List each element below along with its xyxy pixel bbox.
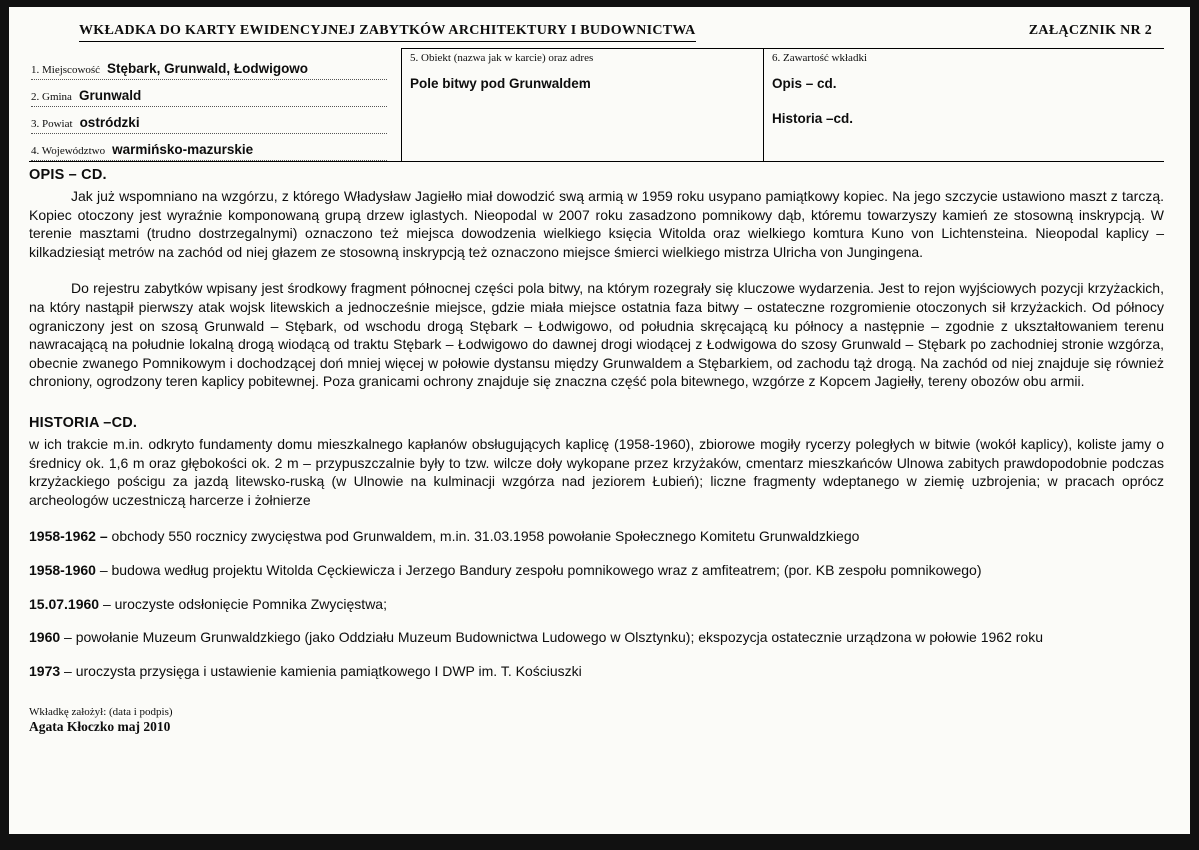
attachment-number: ZAŁĄCZNIK NR 2 <box>1028 23 1152 38</box>
contents-cell <box>763 48 1164 161</box>
entry-text: – budowa według projektu Witolda Cęckiewicza i Jerzego Bandury zespołu pomnikowego wraz z amfiteatrem; (por. KB zespołu pomnikowego) <box>99 561 982 578</box>
field-value: warmińsko-mazurskie <box>112 142 254 157</box>
form-table <box>29 48 1164 162</box>
field-label: 2. Gmina <box>31 91 72 103</box>
field-powiat <box>31 114 387 134</box>
field-value: Grunwald <box>78 88 142 103</box>
header <box>29 21 1164 42</box>
contents-line: Historia –cd. <box>772 111 854 126</box>
opis-paragraph: Jak już wspomniano na wzgórzu, z którego Władysław Jagiełło miał dowodzić swą armią w 1959 roku usypano pamiątkowy kopiec. Na jego szczycie ustawiono maszt z tarczą. Kopiec otoczony jest wyraźnie komponowaną grupą drzew iglastych. Nieopodal w 2007 roku zasadzono pomnikowy dąb, któremu towarzyszy kamień ze stosowną inskrypcją. W terenie masztami (trudno dostrzegalnymi) oznaczono też miejsca dowodzenia wielkiego księcia Witolda oraz wielkiego komtura Kuno von Lichtensteina. Nieopodal kaplicy – kilkadziesiąt metrów na zachód od niej głazem ze stosowną inskrypcją też oznaczono miejsce śmierci wielkiego mistrza Ulricha von Jungingena. <box>29 188 1164 260</box>
entry-text: – uroczyste odsłonięcie Pomnika Zwycięstwa; <box>102 595 387 612</box>
entry-date: 1958-1960 <box>29 561 96 578</box>
opis-paragraph: Do rejestru zabytków wpisany jest środkowy fragment północnej części pola bitwy, na którym rozegrały się kluczowe wydarzenia. Jest to rejon wyjściowych pozycji krzyżackich, na który nastąpił pierwszy atak wojsk litewskich a jednocześnie miejsce, gdzie miała miejsce ostatnia faza bitwy – ostateczne rozgromienie otoczonych sił krzyżackich. Od północy ograniczony jest on szosą Grunwald – Stębark, od wschodu drogą Stębark – Łodwigowo, od południa skręcającą ku północy a następnie – zgodnie z ukształtowaniem terenu nawracającą na południe lokalną drogą wiodącą od traktu Stębark – Łodwigowo do dawnej drogi wiodącej z Łodwigowa do szosy Grunwald – Stębark po zachodniej stronie wzgórza, obecnie zwanego Pomnikowym i dochodzącej doń mniej więcej w połowie dystansu między Grunwaldem a Stębarkiem, od zachodu tąż drogą. Na zachód od niej znajduje się również chroniony, ogrodzony teren kaplicy pobitewnej. Poza granicami ochrony znajduje się znaczna część pola bitewnego, wzgórze z Kopcem Jagiełły, tereny obozów obu armii. <box>29 280 1164 390</box>
field-value: Stębark, Grunwald, Łodwigowo <box>107 61 309 76</box>
field-value: ostródzki <box>79 115 140 130</box>
object-value: Pole bitwy pod Grunwaldem <box>410 76 591 91</box>
scanned-record-card <box>9 7 1190 834</box>
history-entry <box>29 595 1164 614</box>
entry-date: 1958-1962 – <box>29 528 108 545</box>
entry-date: 15.07.1960 <box>29 595 100 612</box>
field-wojewodztwo <box>31 141 387 161</box>
entry-date: 1960 <box>29 629 61 646</box>
entry-date: 1973 <box>29 662 61 679</box>
entry-text: – uroczysta przysięga i ustawienie kamienia pamiątkowego I DWP im. T. Kościuszki <box>64 662 582 679</box>
page-title: WKŁADKA DO KARTY EWIDENCYJNEJ ZABYTKÓW ARCHITEKTURY I BUDOWNICTWA <box>79 23 696 42</box>
contents-line: Opis – cd. <box>772 76 837 91</box>
history-entry <box>29 662 1164 681</box>
document-body <box>29 167 1164 680</box>
entry-text: obchody 550 rocznicy zwycięstwa pod Grunwaldem, m.in. 31.03.1958 powołanie Społecznego Komitetu Grunwaldzkiego <box>111 528 860 545</box>
contents-label: 6. Zawartość wkładki <box>772 52 867 64</box>
history-entry <box>29 628 1164 647</box>
opis-heading: OPIS – CD. <box>29 167 107 183</box>
field-label: 1. Miejscowość <box>31 64 101 76</box>
historia-intro: w ich trakcie m.in. odkryto fundamenty domu mieszkalnego kapłanów obsługujących kaplicę (1958-1960), zbiorowe mogiły rycerzy poległych w bitwie (wokół kaplicy), koliste jamy o średnicy ok. 1,6 m oraz głębokości ok. 2 m – przypuszczalnie były to tzw. wilcze doły wykopane przez krzyżaków, cmentarz mieszkańców Ulnowa zabitych prawdopodobnie podczas krzyżackiego pościgu za jazdą litewsko-ruską (w Ulnowie na kulminacji wzgórza nad jeziorem Łubień); liczne fragmenty wdeptanego w ziemię uzbrojenia; w pracach oprócz archeologów uczestniczą harcerze i żołnierze <box>29 435 1164 508</box>
entry-text: – powołanie Muzeum Grunwaldzkiego (jako Oddziału Muzeum Budownictwa Ludowego w Olsztynku); ekspozycja ostatecznie urządzona w połowie 1962 roku <box>64 629 1044 646</box>
field-miejscowosc <box>31 60 387 80</box>
field-label: 3. Powiat <box>31 118 73 130</box>
history-entry <box>29 561 1164 580</box>
history-entry <box>29 527 1164 546</box>
field-label: 4. Województwo <box>31 145 106 157</box>
footer-signature: Agata Kłoczko maj 2010 <box>29 719 171 735</box>
historia-heading: HISTORIA –CD. <box>29 414 138 431</box>
location-fields <box>29 48 401 161</box>
object-cell <box>401 48 763 161</box>
footer <box>29 706 1164 735</box>
field-gmina <box>31 87 387 107</box>
footer-label: Wkładkę założył: (data i podpis) <box>29 706 173 719</box>
object-label: 5. Obiekt (nazwa jak w karcie) oraz adres <box>410 52 594 64</box>
